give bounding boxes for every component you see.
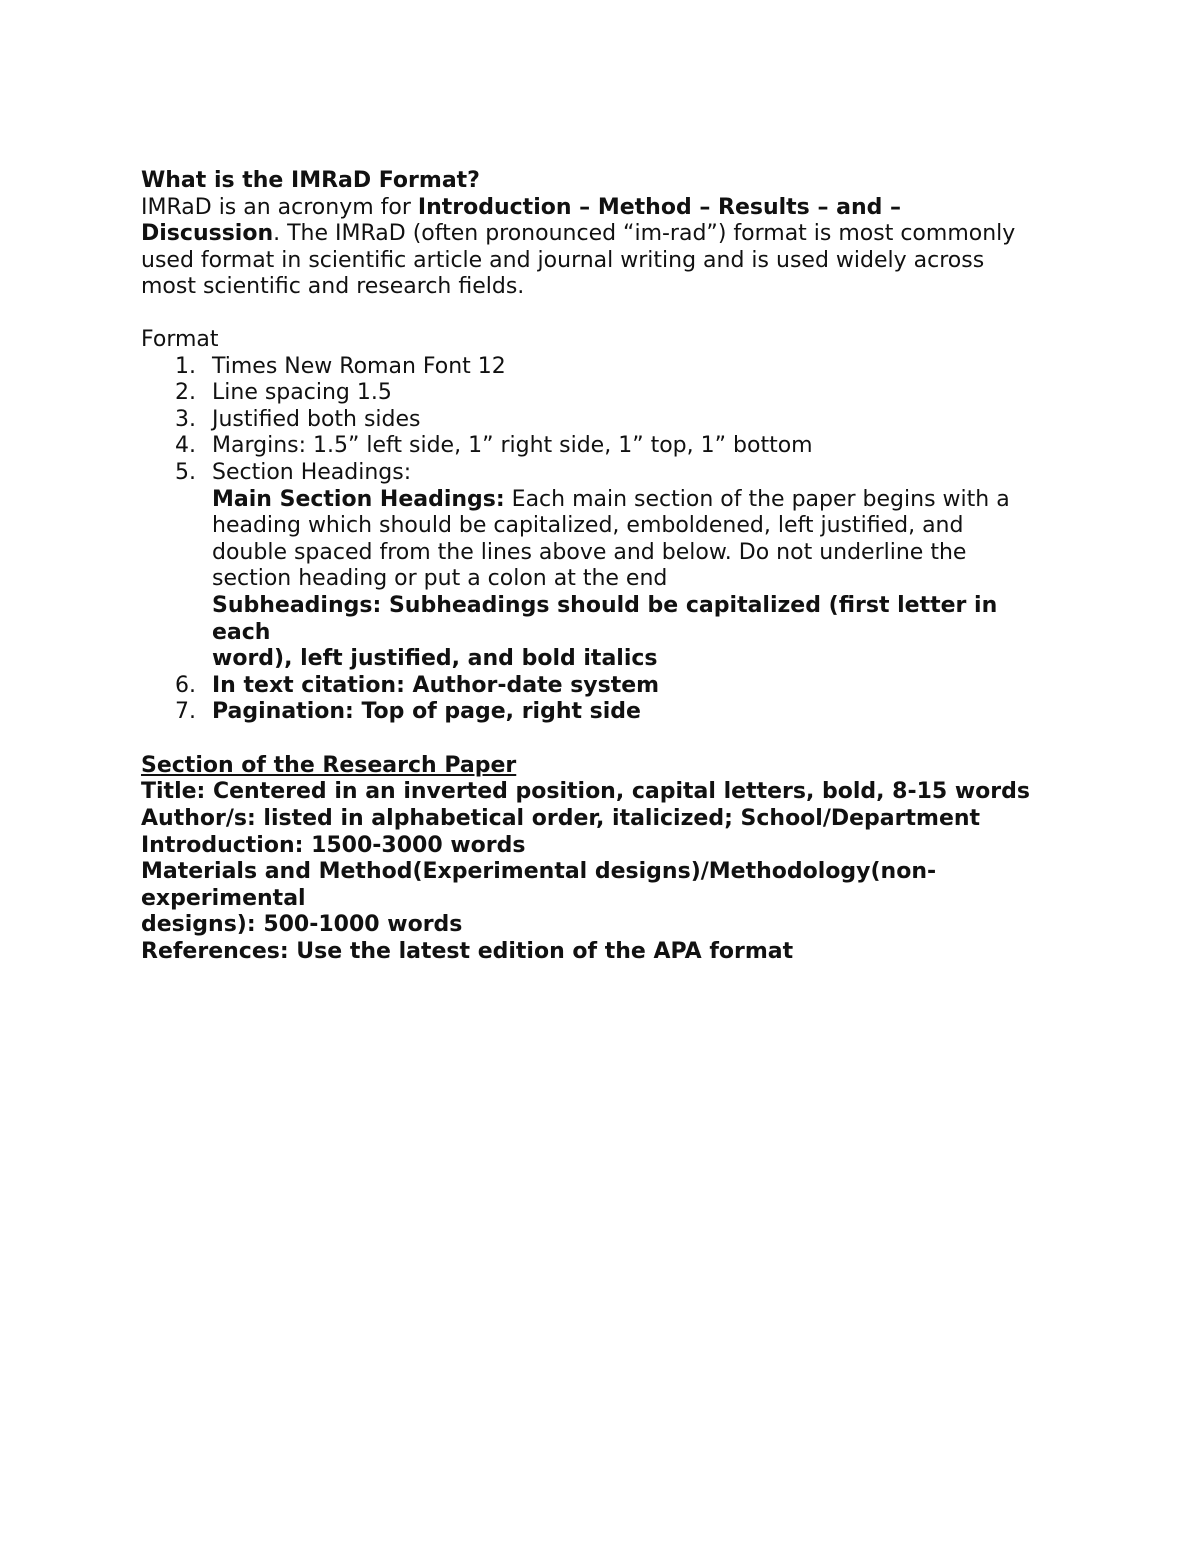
intro-line-1-bold: Introduction – Method – Results – and – — [417, 194, 902, 220]
spacer — [141, 726, 1061, 753]
sections-line-title: Title: Centered in an inverted position, capital letters, bold, 8-15 words — [141, 779, 1030, 805]
format-item-number: 5. — [175, 459, 196, 485]
sections-line-references: References: Use the latest edition of the APA format — [141, 939, 794, 965]
format-item-text: Justified both sides — [212, 406, 421, 432]
format-item-number: 3. — [175, 406, 196, 432]
subheadings-line-1 — [212, 593, 1061, 646]
intro-line-3: used format in scientific article and journal writing and is used widely across — [141, 247, 985, 273]
sections-title: Section of the Research Paper — [141, 752, 517, 778]
format-label: Format — [141, 326, 219, 352]
main-headings-line-1 — [212, 487, 1061, 514]
intro-line-2-rest: . The IMRaD (often pronounced “im-rad”) format is most commonly — [273, 221, 1016, 247]
sections-line-introduction: Introduction: 1500-3000 words — [141, 832, 526, 858]
intro-line-1-prefix: IMRaD is an acronym for — [141, 194, 418, 220]
format-item-text: Section Headings: — [212, 459, 412, 485]
sections-line-materials-cont: designs): 500-1000 words — [141, 912, 463, 938]
format-item-1 — [141, 354, 1061, 381]
sections-line-materials: Materials and Method(Experimental designs)/Methodology(non-experimental — [141, 859, 937, 911]
subheadings-label: Subheadings: — [212, 592, 382, 618]
main-section-headings-block — [212, 487, 1061, 593]
document-page — [141, 168, 1061, 966]
intro-line-1 — [141, 195, 1061, 222]
subheadings-block — [212, 593, 1061, 673]
main-headings-line-4: section heading or put a colon at the end — [212, 566, 668, 592]
spacer — [141, 301, 1061, 327]
main-headings-label: Main Section Headings: — [212, 486, 505, 512]
format-item-text: In text citation: Author-date system — [212, 672, 660, 698]
main-headings-line-3: double spaced from the lines above and below. Do not underline the — [212, 539, 967, 565]
main-headings-line-2: heading which should be capitalized, emboldened, left justified, and — [212, 513, 964, 539]
subheadings-line-2: word), left justified, and bold italics — [212, 646, 658, 672]
format-item-number: 7. — [175, 699, 196, 725]
intro-line-2-bold: Discussion — [141, 221, 274, 247]
format-item-number: 6. — [175, 672, 196, 698]
intro-line-2 — [141, 221, 1061, 248]
intro-title: What is the IMRaD Format? — [141, 168, 480, 193]
subheadings-text: Subheadings should be capitalized (first letter in each — [212, 592, 998, 645]
intro-line-4: most scientific and research fields. — [141, 274, 525, 300]
format-item-number: 2. — [175, 380, 196, 406]
format-item-text: Times New Roman Font 12 — [212, 353, 506, 379]
format-item-text: Line spacing 1.5 — [212, 380, 392, 406]
sections-list — [141, 779, 1061, 965]
format-item-3 — [141, 407, 1061, 434]
format-item-number: 4. — [175, 433, 196, 459]
format-item-text: Pagination: Top of page, right side — [212, 699, 641, 725]
format-item-text: Margins: 1.5” left side, 1” right side, 1” top, 1” bottom — [212, 433, 813, 459]
format-item-4 — [141, 433, 1061, 460]
sections-line-authors: Author/s: listed in alphabetical order, italicized; School/Department — [141, 806, 981, 832]
format-item-6 — [141, 673, 1061, 700]
format-item-2 — [141, 380, 1061, 407]
format-item-5 — [141, 460, 1061, 673]
format-item-7 — [141, 699, 1061, 726]
format-item-number: 1. — [175, 353, 196, 379]
main-headings-text: Each main section of the paper begins with a — [504, 486, 1010, 512]
format-list — [141, 354, 1061, 726]
